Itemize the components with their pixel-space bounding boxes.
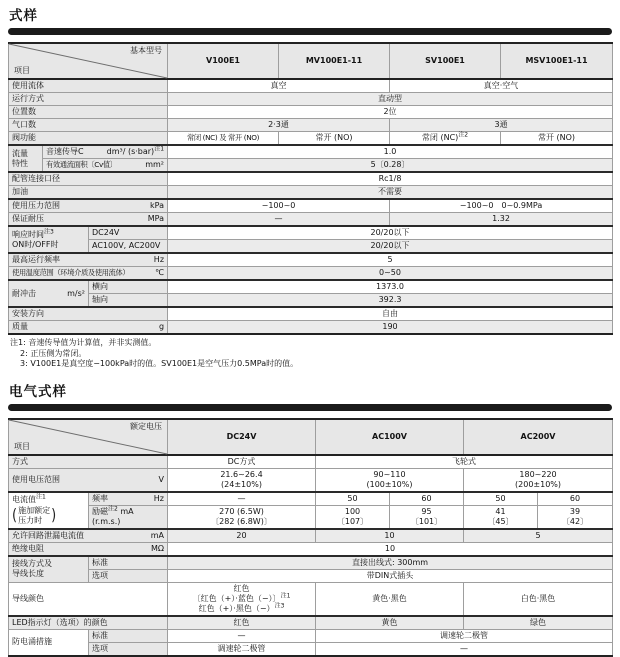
- row-method-label: 方式: [9, 455, 168, 469]
- cell-text: 21.6~26.4: [220, 469, 263, 479]
- cell-text: 使用压力范围: [12, 201, 60, 210]
- note-ref: 注1: [154, 145, 165, 153]
- leak-dc: 20: [168, 529, 316, 543]
- row-effective-area: [9, 159, 613, 173]
- valve-fn-msv100e1: 常开 (NO): [501, 132, 613, 146]
- cell-unit: mA: [150, 530, 164, 540]
- row-response-dc: [9, 226, 613, 240]
- cell-text: 使用电压范围: [12, 474, 60, 484]
- row-pipe-size: [9, 172, 613, 186]
- response-dc-label: DC24V: [89, 226, 168, 240]
- cell-unit: Hz: [153, 493, 164, 503]
- leak-ac200: 5: [464, 529, 613, 543]
- row-shock-axial: [9, 294, 613, 308]
- row-led-label: LED指示灯（选项）的颜色: [9, 616, 168, 630]
- cell-text: [12, 227, 85, 240]
- response-dc-value: 20/20以下: [168, 226, 613, 240]
- cell-text: 励磁: [92, 506, 108, 516]
- row-ports: [9, 119, 613, 132]
- group-paren: [12, 506, 85, 526]
- row-wire-color-label: 导线颜色: [9, 582, 168, 616]
- electrical-header-row: [9, 419, 613, 455]
- mag-ac200-50: [464, 505, 538, 529]
- wiring-standard-value: 直接出线式: 300mm: [168, 556, 613, 570]
- cell-unit: Hz: [153, 255, 165, 264]
- magnetizing-label: [89, 505, 168, 529]
- cell-text: (100±10%): [366, 479, 413, 489]
- cell-text: (200±10%): [515, 479, 562, 489]
- row-proof-label: [9, 213, 168, 227]
- row-voltage-range: [9, 468, 613, 492]
- cell-unit: g: [158, 322, 165, 331]
- row-lube-label: 加油: [9, 186, 168, 200]
- row-ports-label: 气口数: [9, 119, 168, 132]
- cell-unit: V: [158, 474, 164, 484]
- row-fluid-label: 使用流体: [9, 79, 168, 93]
- row-positions-value: 2位: [168, 106, 613, 119]
- method-ac: 飞轮式: [316, 455, 613, 469]
- row-wire-color: [9, 582, 613, 616]
- note-ref: 注2: [108, 504, 118, 512]
- row-weight-label: [9, 321, 168, 335]
- row-method: [9, 455, 613, 469]
- row-fluid-left: 真空: [168, 79, 390, 93]
- row-positions-label: 位置数: [9, 106, 168, 119]
- cell-text: 〔107〕: [336, 516, 369, 526]
- line-text: 〔红色（+）·蓝色（−）〕: [192, 593, 281, 603]
- valve-fn-mv100e1: 常开 (NO): [279, 132, 390, 146]
- wire-color-dc: [168, 582, 316, 616]
- surge-option-ac: —: [316, 642, 613, 656]
- row-sonic-conductance: [9, 145, 613, 159]
- surge-standard-ac: 调速轮二极管: [316, 629, 613, 642]
- row-mount-label: 安装方向: [9, 307, 168, 321]
- freq-ac100-60: 60: [390, 492, 464, 506]
- cell-text: 质量: [12, 322, 28, 331]
- cell-text: 绝缘电阻: [12, 543, 44, 553]
- electrical-corner-cell: [9, 419, 168, 455]
- surge-option-dc: 调速轮二极管: [168, 642, 316, 656]
- note-ref: 注1: [280, 591, 291, 599]
- row-wiring-option: [9, 569, 613, 582]
- cell-text: [171, 591, 312, 604]
- note-ref: 注2: [458, 131, 469, 139]
- mag-ac200-60: [538, 505, 613, 529]
- note-ref: 注3: [274, 601, 285, 609]
- row-weight-value: 190: [168, 321, 613, 335]
- row-surge-standard: [9, 629, 613, 642]
- note-1: 注1: 音速传导值为计算值，并非实测值。: [10, 338, 157, 347]
- row-ports-left: 2·3通: [168, 119, 390, 132]
- cell-text: 〔101〕: [410, 516, 443, 526]
- corner-bottom-label: 项目: [14, 66, 30, 75]
- pressure-right: −100~0 0~0.9MPa: [390, 199, 613, 213]
- cell-text: [12, 492, 85, 505]
- row-insulation: [9, 542, 613, 556]
- cell-text: 〔282 (6.8W)〕: [211, 516, 272, 526]
- wiring-group-label: [9, 556, 89, 583]
- led-ac200: 绿色: [464, 616, 613, 630]
- freq-ac200-50: 50: [464, 492, 538, 506]
- cell-text: 压力时: [18, 515, 43, 525]
- row-lubrication: [9, 186, 613, 200]
- unit-text: dm³/ (s·bar): [106, 147, 155, 156]
- led-ac100: 黄色: [316, 616, 464, 630]
- row-wiring-standard: [9, 556, 613, 570]
- cell-text: 95: [421, 506, 432, 516]
- group-name: 电流值: [12, 494, 36, 504]
- paren-open: (: [12, 505, 18, 525]
- column-header-ac200v: AC200V: [464, 419, 613, 455]
- note-3: 3: V100E1是真空度−100kPa时的值。SV100E1是空气压力0.5MPa时的值。: [20, 359, 299, 368]
- cell-text: 常闭 (NC): [421, 133, 459, 142]
- row-operation-value: 直动型: [168, 93, 613, 106]
- spec-corner-cell: [9, 43, 168, 79]
- cell-text: 39: [569, 506, 581, 516]
- insul-value: 10: [168, 542, 613, 556]
- cell-unit: kPa: [150, 201, 165, 210]
- effective-area-value: 5〔0.28〕: [168, 159, 613, 173]
- effective-area-label: [43, 159, 168, 173]
- surge-standard-dc: —: [168, 629, 316, 642]
- cell-text: [171, 601, 312, 614]
- mag-ac100-60: [390, 505, 464, 529]
- cell-text: 有效通流面积〔Cv值〕: [46, 160, 117, 169]
- row-led-color: [9, 616, 613, 630]
- row-fluid: [9, 79, 613, 93]
- cell-text: 施加额定: [18, 505, 51, 515]
- paren-text: [18, 506, 50, 526]
- cell-text: 流量: [12, 148, 28, 158]
- cell-text: 41: [495, 506, 506, 516]
- spec-header-row: [9, 43, 613, 79]
- proof-left: —: [168, 213, 390, 227]
- note-2: 2: 正压侧为常闭。: [20, 348, 87, 358]
- spec-section-divider-bar: [8, 28, 612, 35]
- row-temperature: [9, 267, 613, 281]
- mag-ac100-50: [316, 505, 390, 529]
- surge-standard-label: 标准: [89, 629, 168, 642]
- cell-text: 270 (6.5W): [219, 506, 264, 516]
- freq-ac200-60: 60: [538, 492, 613, 506]
- proof-right: 1.32: [390, 213, 613, 227]
- row-freq-label: [9, 253, 168, 267]
- wire-color-ac100: 黄色·黑色: [316, 582, 464, 616]
- method-dc: DC方式: [168, 455, 316, 469]
- row-operation-label: 运行方式: [9, 93, 168, 106]
- wiring-option-value: 带DIN式插头: [168, 569, 613, 582]
- sonic-conductance-label: [43, 145, 168, 159]
- cell-text: 允许回路泄漏电流值: [12, 530, 84, 540]
- mag-dc: [168, 505, 316, 529]
- cell-text: 使用温度范围（环境介质及使用流体）: [12, 268, 130, 277]
- cell-unit: [107, 147, 164, 157]
- row-pressure-range: [9, 199, 613, 213]
- freq-ac100-50: 50: [316, 492, 390, 506]
- cell-text: 音速传导C: [46, 147, 84, 156]
- row-temp-label: [9, 267, 168, 281]
- row-surge-option: [9, 642, 613, 656]
- row-current-magnetizing: [9, 505, 613, 529]
- group-line2: ON时/OFF时: [12, 239, 59, 249]
- led-dc: 红色: [168, 616, 316, 630]
- pressure-left: −100~0: [168, 199, 390, 213]
- row-ports-right: 3通: [390, 119, 613, 132]
- row-insul-label: [9, 542, 168, 556]
- cell-text: 〔42〕: [561, 516, 589, 526]
- cell-text: 接线方式及: [12, 559, 52, 568]
- row-pipe-value: Rc1/8: [168, 172, 613, 186]
- freq-dc: —: [168, 492, 316, 506]
- column-header-dc24v: DC24V: [168, 419, 316, 455]
- shock-axial-value: 392.3: [168, 294, 613, 308]
- cell-text: 耐冲击: [12, 288, 36, 298]
- response-ac-label: AC100V, AC200V: [89, 240, 168, 254]
- electrical-section-title: 电气式样: [9, 383, 67, 400]
- note-ref: 注1: [36, 492, 46, 500]
- row-voltage-label: [9, 468, 168, 492]
- shock-lateral-label: 横向: [89, 280, 168, 294]
- cell-text: 100: [344, 506, 361, 516]
- cell-unit: mm²: [145, 160, 165, 169]
- spec-section-title: 式样: [9, 8, 38, 24]
- note-ref: 注3: [44, 227, 54, 235]
- row-leak-label: [9, 529, 168, 543]
- cell-text: 频率: [92, 493, 108, 503]
- voltage-dc: [168, 468, 316, 492]
- row-shock-lateral: [9, 280, 613, 294]
- column-header-msv100e1: MSV100E1-11: [501, 43, 613, 79]
- line-text: 红色（+）·黑色（−）: [198, 603, 275, 613]
- frequency-label: [89, 492, 168, 506]
- row-fluid-right: 真空·空气: [390, 79, 613, 93]
- row-mounting: [9, 307, 613, 321]
- cell-text: 最高运行频率: [12, 255, 60, 264]
- cell-unit: mA (r.m.s.): [92, 506, 134, 526]
- column-header-sv100e1: SV100E1: [390, 43, 501, 79]
- group-line1: 响应时间: [12, 229, 44, 239]
- cell-text: 〔45〕: [487, 516, 514, 526]
- row-current-frequency: [9, 492, 613, 506]
- electrical-section-divider-bar: [8, 404, 612, 411]
- corner-top-label: 额定电压: [130, 421, 162, 431]
- row-mount-value: 自由: [168, 307, 613, 321]
- cell-unit: MΩ: [150, 543, 164, 553]
- row-leakage-current: [9, 529, 613, 543]
- current-group-label: [9, 492, 89, 529]
- corner-bottom-label: 项目: [14, 441, 30, 451]
- row-pipe-label: 配管连接口径: [9, 172, 168, 186]
- row-freq-value: 5: [168, 253, 613, 267]
- row-max-frequency: [9, 253, 613, 267]
- shock-lateral-value: 1373.0: [168, 280, 613, 294]
- row-operation: [9, 93, 613, 106]
- cell-text: 导线长度: [12, 569, 44, 578]
- surge-group-label: 防电涌措施: [9, 629, 89, 656]
- cell-unit: MPa: [147, 214, 165, 223]
- paren-close: ): [51, 505, 57, 525]
- cell-unit: m/s²: [67, 288, 85, 298]
- response-group-label: [9, 226, 89, 253]
- cell-text: 特性: [12, 158, 28, 168]
- cell-text: 90~110: [373, 469, 406, 479]
- cell-unit: ℃: [155, 268, 165, 277]
- response-ac-value: 20/20以下: [168, 240, 613, 254]
- valve-fn-v100e1: 常闭 (NC) 及 常开 (NO): [168, 132, 279, 146]
- electrical-table: [8, 418, 613, 657]
- column-header-v100e1: V100E1: [168, 43, 279, 79]
- row-valve-function: [9, 132, 613, 146]
- voltage-ac100: [316, 468, 464, 492]
- shock-axial-label: 轴向: [89, 294, 168, 308]
- row-positions: [9, 106, 613, 119]
- surge-option-label: 选项: [89, 642, 168, 656]
- valve-fn-sv100e1: [390, 132, 501, 146]
- column-header-mv100e1: MV100E1-11: [279, 43, 390, 79]
- row-lube-value: 不需要: [168, 186, 613, 200]
- row-proof-pressure: [9, 213, 613, 227]
- cell-text: 红色: [233, 583, 250, 593]
- row-temp-value: 0~50: [168, 267, 613, 281]
- column-header-ac100v: AC100V: [316, 419, 464, 455]
- flow-group-label: [9, 145, 43, 172]
- spec-table: [8, 42, 613, 335]
- wiring-standard-label: 标准: [89, 556, 168, 570]
- row-valve-function-label: 阀功能: [9, 132, 168, 146]
- wire-color-ac200: 白色·黑色: [464, 582, 613, 616]
- row-pressure-label: [9, 199, 168, 213]
- sonic-conductance-value: 1.0: [168, 145, 613, 159]
- cell-text: (24±10%): [221, 479, 262, 489]
- row-response-ac: [9, 240, 613, 254]
- corner-top-label: 基本型号: [130, 46, 163, 55]
- spec-notes: [10, 338, 612, 370]
- cell-text: 180~220: [519, 469, 557, 479]
- voltage-ac200: [464, 468, 613, 492]
- row-weight: [9, 321, 613, 335]
- wiring-option-label: 选项: [89, 569, 168, 582]
- leak-ac100: 10: [316, 529, 464, 543]
- shock-group-label: [9, 280, 89, 307]
- cell-text: 保证耐压: [12, 214, 44, 223]
